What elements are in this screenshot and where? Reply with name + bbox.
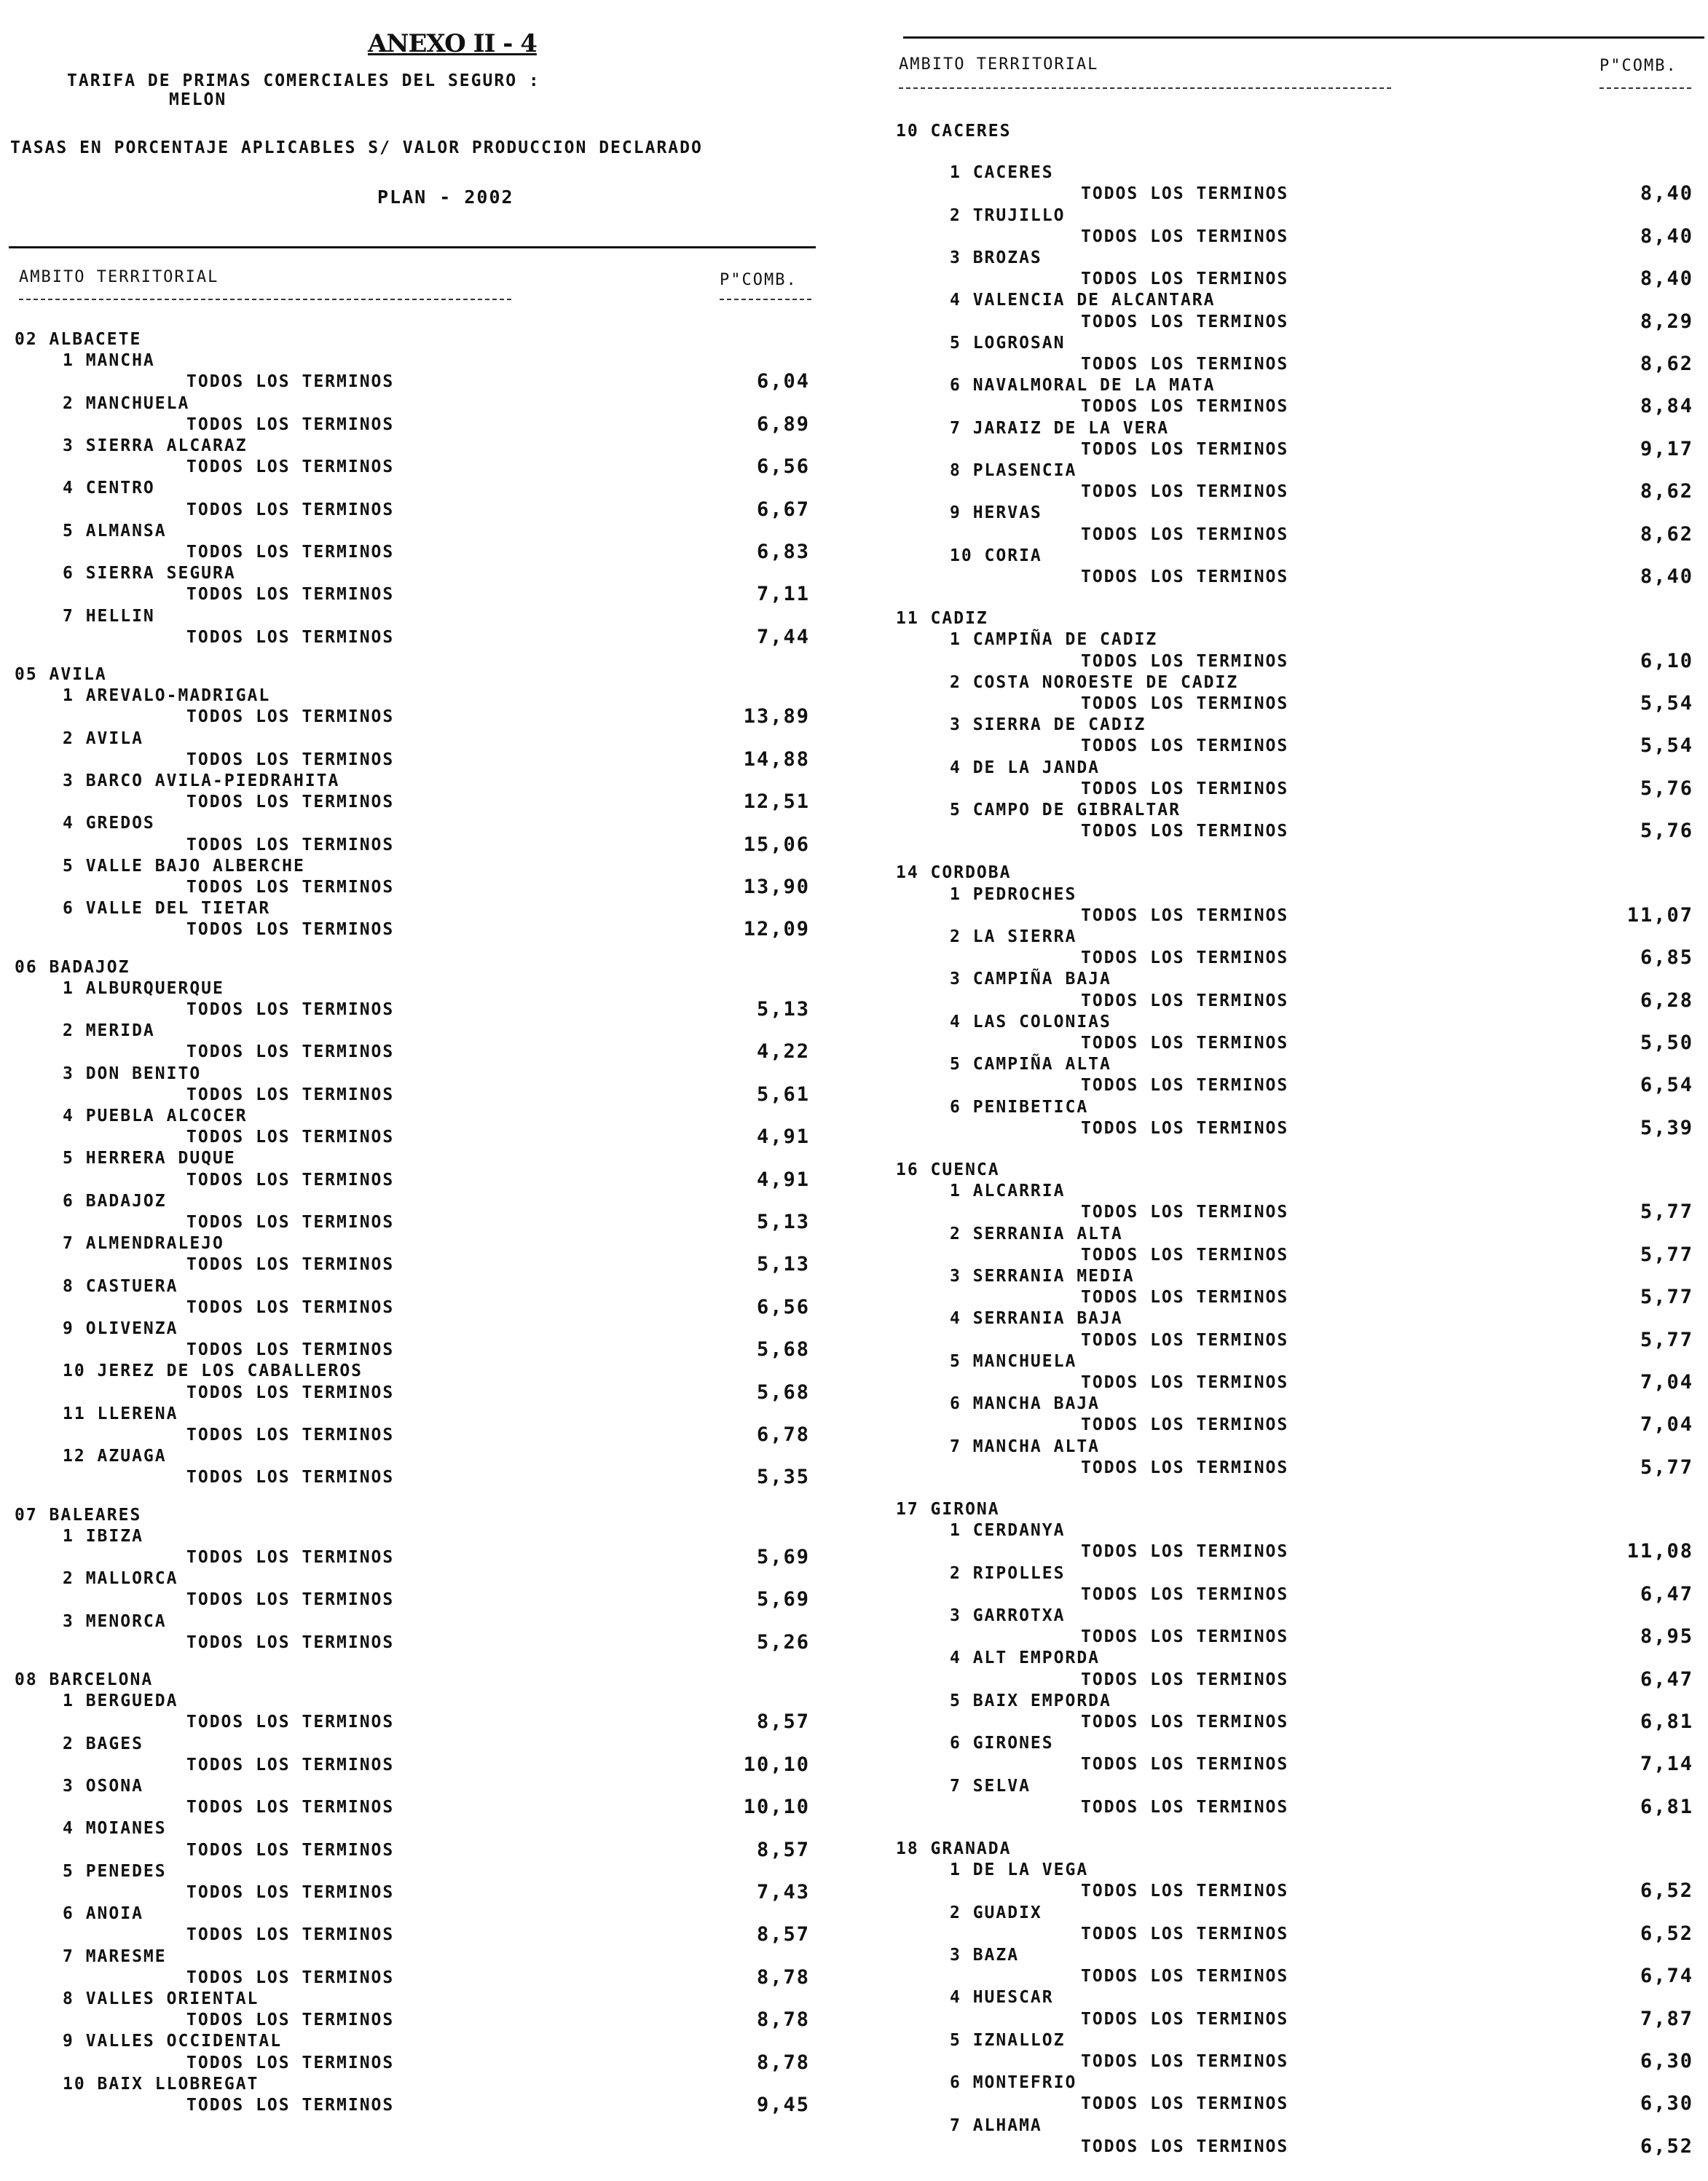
terms-label: TODOS LOS TERMINOS bbox=[186, 2053, 395, 2072]
rate-value: 6,54 bbox=[1640, 1074, 1693, 1097]
terms-label: TODOS LOS TERMINOS bbox=[186, 585, 395, 605]
rate-value: 6,52 bbox=[1640, 2134, 1693, 2158]
rate-value: 10,10 bbox=[743, 1753, 810, 1776]
comarca-label: 2 RIPOLLES bbox=[950, 1563, 1066, 1583]
rate-value: 8,78 bbox=[756, 2008, 810, 2032]
comarca-label: 1 PEDROCHES bbox=[950, 884, 1077, 904]
rate-value: 6,78 bbox=[756, 1423, 810, 1446]
rate-value: 11,07 bbox=[1626, 903, 1693, 927]
terms-label: TODOS LOS TERMINOS bbox=[186, 1632, 395, 1652]
rate-value: 6,67 bbox=[756, 498, 810, 521]
terms-label: TODOS LOS TERMINOS bbox=[186, 1213, 395, 1232]
terms-label: TODOS LOS TERMINOS bbox=[1081, 355, 1289, 374]
province-heading: 14 CORDOBA bbox=[896, 863, 1012, 883]
col-head-pcomb: P"COMB. bbox=[720, 271, 798, 289]
terms-label: TODOS LOS TERMINOS bbox=[1081, 2052, 1289, 2071]
terms-label: TODOS LOS TERMINOS bbox=[1081, 905, 1289, 925]
rate-value: 5,77 bbox=[1640, 1243, 1693, 1266]
rate-value: 8,40 bbox=[1640, 267, 1693, 291]
comarca-label: 9 VALLES OCCIDENTAL bbox=[63, 2032, 283, 2051]
terms-label: TODOS LOS TERMINOS bbox=[186, 1883, 395, 1902]
comarca-label: 2 AVILA bbox=[63, 728, 143, 748]
col-head-ambito: AMBITO TERRITORIAL bbox=[19, 268, 219, 286]
terms-label: TODOS LOS TERMINOS bbox=[186, 2011, 395, 2030]
comarca-label: 4 PUEBLA ALCOCER bbox=[63, 1107, 248, 1125]
terms-label: TODOS LOS TERMINOS bbox=[186, 1548, 395, 1567]
terms-label: TODOS LOS TERMINOS bbox=[1081, 1330, 1289, 1350]
comarca-label: 4 MOIANES bbox=[63, 1819, 167, 1839]
rate-value: 6,04 bbox=[756, 370, 810, 393]
comarca-label: 4 LAS COLONIAS bbox=[950, 1012, 1111, 1031]
terms-label: TODOS LOS TERMINOS bbox=[186, 1042, 395, 1062]
comarca-label: 5 LOGROSAN bbox=[950, 333, 1066, 353]
rate-value: 5,13 bbox=[756, 998, 810, 1021]
terms-label: TODOS LOS TERMINOS bbox=[1081, 227, 1289, 246]
rate-value: 4,91 bbox=[756, 1125, 810, 1149]
terms-label: TODOS LOS TERMINOS bbox=[186, 1468, 395, 1488]
comarca-label: 3 SIERRA DE CADIZ bbox=[950, 715, 1146, 735]
province-heading: 10 CACERES bbox=[896, 122, 1012, 141]
comarca-label: 10 BAIX LLOBREGAT bbox=[63, 2074, 259, 2094]
comarca-label: 5 VALLE BAJO ALBERCHE bbox=[63, 856, 305, 876]
terms-label: TODOS LOS TERMINOS bbox=[1081, 822, 1289, 841]
rate-value: 6,52 bbox=[1640, 1922, 1693, 1945]
rate-value: 10,10 bbox=[743, 1796, 810, 1819]
rate-value: 4,22 bbox=[756, 1040, 810, 1064]
terms-label: TODOS LOS TERMINOS bbox=[1081, 1924, 1289, 1944]
crop-name: MELON bbox=[169, 90, 227, 109]
terms-label: TODOS LOS TERMINOS bbox=[186, 372, 395, 392]
rate-value: 5,77 bbox=[1640, 1286, 1693, 1309]
rate-value: 6,81 bbox=[1640, 1795, 1693, 1818]
rate-value: 6,47 bbox=[1640, 1667, 1693, 1691]
rate-value: 7,43 bbox=[756, 1881, 810, 1903]
comarca-label: 6 BADAJOZ bbox=[63, 1191, 167, 1211]
terms-label: TODOS LOS TERMINOS bbox=[1081, 1755, 1289, 1775]
comarca-label: 10 JEREZ DE LOS CABALLEROS bbox=[63, 1361, 363, 1381]
comarca-label: 3 BAZA bbox=[950, 1946, 1020, 1965]
terms-label: TODOS LOS TERMINOS bbox=[186, 920, 395, 940]
rate-value: 5,54 bbox=[1640, 734, 1693, 758]
terms-label: TODOS LOS TERMINOS bbox=[1081, 270, 1289, 289]
comarca-label: 6 PENIBETICA bbox=[950, 1097, 1089, 1117]
comarca-label: 5 BAIX EMPORDA bbox=[950, 1691, 1111, 1710]
rate-value: 8,78 bbox=[756, 1965, 810, 1989]
rate-value: 5,54 bbox=[1640, 692, 1693, 715]
comarca-label: 3 SIERRA ALCARAZ bbox=[63, 436, 248, 455]
comarca-label: 3 SERRANIA MEDIA bbox=[950, 1267, 1135, 1286]
rate-value: 6,47 bbox=[1640, 1582, 1693, 1606]
comarca-label: 4 CENTRO bbox=[63, 479, 155, 498]
terms-label: TODOS LOS TERMINOS bbox=[186, 500, 395, 519]
rate-value: 5,39 bbox=[1640, 1116, 1693, 1139]
comarca-label: 9 HERVAS bbox=[950, 503, 1042, 523]
terms-label: TODOS LOS TERMINOS bbox=[186, 2096, 395, 2115]
terms-label: TODOS LOS TERMINOS bbox=[186, 835, 395, 854]
terms-label: TODOS LOS TERMINOS bbox=[186, 1968, 395, 1987]
comarca-label: 5 ALMANSA bbox=[63, 521, 167, 541]
rate-value: 7,87 bbox=[1640, 2007, 1693, 2030]
comarca-label: 6 MONTEFRIO bbox=[950, 2073, 1077, 2093]
rate-value: 5,76 bbox=[1640, 820, 1693, 843]
terms-label: TODOS LOS TERMINOS bbox=[1081, 439, 1289, 459]
comarca-label: 6 ANOIA bbox=[63, 1904, 143, 1924]
rate-value: 6,56 bbox=[756, 1295, 810, 1319]
terms-label: TODOS LOS TERMINOS bbox=[186, 1590, 395, 1610]
terms-label: TODOS LOS TERMINOS bbox=[1081, 1584, 1289, 1604]
rate-value: 11,08 bbox=[1626, 1540, 1693, 1563]
terms-label: TODOS LOS TERMINOS bbox=[186, 1755, 395, 1775]
rate-value: 6,30 bbox=[1640, 2050, 1693, 2072]
province-heading: 08 BARCELONA bbox=[15, 1670, 154, 1689]
comarca-label: 8 PLASENCIA bbox=[950, 461, 1077, 480]
terms-label: TODOS LOS TERMINOS bbox=[1081, 1458, 1289, 1477]
col-head-pcomb-underline-right bbox=[1599, 87, 1691, 89]
comarca-label: 7 HELLIN bbox=[63, 606, 155, 626]
comarca-label: 5 IZNALLOZ bbox=[950, 2030, 1066, 2050]
province-heading: 06 BADAJOZ bbox=[15, 957, 130, 977]
rate-value: 12,51 bbox=[743, 790, 810, 814]
terms-label: TODOS LOS TERMINOS bbox=[1081, 1118, 1289, 1138]
rate-value: 7,14 bbox=[1640, 1753, 1693, 1776]
rate-value: 8,78 bbox=[756, 2051, 810, 2074]
rate-value: 5,69 bbox=[756, 1588, 810, 1611]
rate-value: 5,13 bbox=[756, 1211, 810, 1233]
rate-value: 5,26 bbox=[756, 1630, 810, 1654]
rate-value: 14,88 bbox=[743, 747, 810, 771]
terms-label: TODOS LOS TERMINOS bbox=[1081, 2009, 1289, 2029]
comarca-label: 2 COSTA NOROESTE DE CADIZ bbox=[950, 672, 1239, 692]
terms-label: TODOS LOS TERMINOS bbox=[186, 750, 395, 769]
comarca-label: 3 OSONA bbox=[63, 1777, 143, 1796]
terms-label: TODOS LOS TERMINOS bbox=[186, 793, 395, 812]
terms-label: TODOS LOS TERMINOS bbox=[1081, 1034, 1289, 1053]
rate-value: 8,84 bbox=[1640, 395, 1693, 418]
terms-label: TODOS LOS TERMINOS bbox=[186, 1383, 395, 1402]
comarca-label: 3 CAMPIÑA BAJA bbox=[950, 970, 1111, 989]
rate-value: 5,13 bbox=[756, 1253, 810, 1276]
comarca-label: 6 NAVALMORAL DE LA MATA bbox=[950, 376, 1216, 396]
terms-label: TODOS LOS TERMINOS bbox=[186, 627, 395, 647]
terms-label: TODOS LOS TERMINOS bbox=[1081, 1670, 1289, 1689]
comarca-label: 1 CAMPIÑA DE CADIZ bbox=[950, 630, 1158, 650]
rate-value: 6,89 bbox=[756, 412, 810, 436]
terms-label: TODOS LOS TERMINOS bbox=[1081, 779, 1289, 798]
comarca-label: 1 BERGUEDA bbox=[63, 1691, 178, 1711]
terms-label: TODOS LOS TERMINOS bbox=[186, 1713, 395, 1732]
comarca-label: 1 CERDANYA bbox=[950, 1521, 1066, 1541]
col-head-pcomb-right: P"COMB. bbox=[1599, 57, 1677, 75]
comarca-label: 4 DE LA JANDA bbox=[950, 758, 1101, 777]
terms-label: TODOS LOS TERMINOS bbox=[1081, 948, 1289, 968]
rate-value: 6,30 bbox=[1640, 2092, 1693, 2115]
comarca-label: 7 ALMENDRALEJO bbox=[63, 1234, 224, 1254]
terms-label: TODOS LOS TERMINOS bbox=[1081, 1713, 1289, 1732]
rate-value: 7,44 bbox=[756, 625, 810, 648]
comarca-label: 5 CAMPIÑA ALTA bbox=[950, 1055, 1111, 1074]
comarca-label: 4 GREDOS bbox=[63, 814, 155, 833]
terms-label: TODOS LOS TERMINOS bbox=[186, 1297, 395, 1317]
comarca-label: 7 MARESME bbox=[63, 1946, 167, 1966]
rate-value: 8,95 bbox=[1640, 1625, 1693, 1648]
comarca-label: 5 PENEDES bbox=[63, 1861, 167, 1881]
terms-label: TODOS LOS TERMINOS bbox=[186, 414, 395, 434]
province-heading: 02 ALBACETE bbox=[15, 330, 142, 349]
rate-value: 6,83 bbox=[756, 541, 810, 563]
header-rule bbox=[9, 246, 816, 248]
comarca-label: 6 SIERRA SEGURA bbox=[63, 564, 236, 583]
terms-label: TODOS LOS TERMINOS bbox=[1081, 1203, 1289, 1222]
terms-label: TODOS LOS TERMINOS bbox=[1081, 2137, 1289, 2156]
terms-label: TODOS LOS TERMINOS bbox=[186, 1840, 395, 1860]
comarca-label: 5 MANCHUELA bbox=[950, 1351, 1077, 1371]
terms-label: TODOS LOS TERMINOS bbox=[186, 1255, 395, 1275]
plan-label: PLAN - 2002 bbox=[377, 186, 514, 208]
terms-label: TODOS LOS TERMINOS bbox=[1081, 991, 1289, 1010]
comarca-label: 1 AREVALO-MADRIGAL bbox=[63, 686, 271, 706]
comarca-label: 7 MANCHA ALTA bbox=[950, 1437, 1101, 1456]
comarca-label: 7 ALHAMA bbox=[950, 2115, 1042, 2135]
comarca-label: 2 BAGES bbox=[63, 1734, 143, 1753]
terms-label: TODOS LOS TERMINOS bbox=[1081, 312, 1289, 331]
terms-label: TODOS LOS TERMINOS bbox=[186, 1128, 395, 1147]
rate-value: 9,45 bbox=[756, 2094, 810, 2116]
province-heading: 18 GRANADA bbox=[896, 1839, 1012, 1858]
comarca-label: 5 HERRERA DUQUE bbox=[63, 1149, 236, 1168]
province-heading: 17 GIRONA bbox=[896, 1500, 1000, 1519]
rate-value: 7,11 bbox=[756, 583, 810, 606]
comarca-label: 4 VALENCIA DE ALCANTARA bbox=[950, 291, 1216, 310]
rate-value: 5,50 bbox=[1640, 1031, 1693, 1054]
rate-value: 5,77 bbox=[1640, 1200, 1693, 1224]
rates-subtitle: TASAS EN PORCENTAJE APLICABLES S/ VALOR PRODUCCION DECLARADO bbox=[10, 138, 703, 157]
province-heading: 16 CUENCA bbox=[896, 1160, 1000, 1179]
province-heading: 05 AVILA bbox=[15, 665, 107, 684]
terms-label: TODOS LOS TERMINOS bbox=[186, 457, 395, 477]
comarca-label: 11 LLERENA bbox=[63, 1404, 178, 1423]
terms-label: TODOS LOS TERMINOS bbox=[1081, 694, 1289, 713]
rate-value: 9,17 bbox=[1640, 437, 1693, 460]
terms-label: TODOS LOS TERMINOS bbox=[1081, 567, 1289, 586]
rate-value: 7,04 bbox=[1640, 1413, 1693, 1437]
rate-value: 15,06 bbox=[743, 833, 810, 856]
rate-value: 5,77 bbox=[1640, 1328, 1693, 1351]
col-head-underline bbox=[19, 299, 511, 300]
comarca-label: 1 IBIZA bbox=[63, 1526, 143, 1546]
comarca-label: 2 MANCHUELA bbox=[63, 393, 190, 413]
rate-value: 13,90 bbox=[743, 876, 810, 898]
top-rule bbox=[903, 36, 1704, 39]
rate-value: 5,69 bbox=[756, 1546, 810, 1568]
terms-label: TODOS LOS TERMINOS bbox=[186, 1798, 395, 1818]
comarca-label: 3 MENORCA bbox=[63, 1611, 167, 1631]
comarca-label: 5 CAMPO DE GIBRALTAR bbox=[950, 801, 1181, 820]
terms-label: TODOS LOS TERMINOS bbox=[186, 1085, 395, 1104]
terms-label: TODOS LOS TERMINOS bbox=[186, 1000, 395, 1019]
province-heading: 11 CADIZ bbox=[896, 609, 988, 629]
comarca-label: 8 CASTUERA bbox=[63, 1276, 178, 1296]
comarca-label: 1 DE LA VEGA bbox=[950, 1860, 1089, 1880]
terms-label: TODOS LOS TERMINOS bbox=[186, 707, 395, 727]
terms-label: TODOS LOS TERMINOS bbox=[1081, 1076, 1289, 1096]
rate-value: 12,09 bbox=[743, 918, 810, 941]
rate-value: 6,56 bbox=[756, 455, 810, 479]
rate-value: 6,81 bbox=[1640, 1710, 1693, 1733]
terms-label: TODOS LOS TERMINOS bbox=[186, 1170, 395, 1190]
rate-value: 8,62 bbox=[1640, 480, 1693, 503]
comarca-label: 2 SERRANIA ALTA bbox=[950, 1224, 1123, 1243]
comarca-label: 3 BARCO AVILA-PIEDRAHITA bbox=[63, 771, 340, 790]
rate-value: 8,40 bbox=[1640, 224, 1693, 248]
terms-label: TODOS LOS TERMINOS bbox=[1081, 1967, 1289, 1987]
province-heading: 07 BALEARES bbox=[15, 1505, 142, 1525]
rate-value: 6,85 bbox=[1640, 946, 1693, 970]
comarca-label: 4 HUESCAR bbox=[950, 1988, 1054, 2008]
terms-label: TODOS LOS TERMINOS bbox=[1081, 651, 1289, 671]
rate-value: 5,76 bbox=[1640, 777, 1693, 800]
rate-value: 8,57 bbox=[756, 1710, 810, 1734]
rate-value: 7,04 bbox=[1640, 1371, 1693, 1394]
rate-value: 5,35 bbox=[756, 1466, 810, 1489]
terms-label: TODOS LOS TERMINOS bbox=[1081, 1245, 1289, 1265]
rate-value: 8,40 bbox=[1640, 565, 1693, 588]
comarca-label: 9 OLIVENZA bbox=[63, 1319, 178, 1338]
comarca-label: 2 GUADIX bbox=[950, 1903, 1042, 1922]
comarca-label: 10 CORIA bbox=[950, 546, 1042, 565]
rate-value: 8,62 bbox=[1640, 353, 1693, 375]
col-head-ambito-right: AMBITO TERRITORIAL bbox=[899, 55, 1099, 74]
rate-value: 6,28 bbox=[1640, 989, 1693, 1012]
rate-value: 8,57 bbox=[756, 1838, 810, 1861]
terms-label: TODOS LOS TERMINOS bbox=[1081, 397, 1289, 417]
comarca-label: 2 MERIDA bbox=[63, 1021, 155, 1041]
terms-label: TODOS LOS TERMINOS bbox=[1081, 736, 1289, 756]
comarca-label: 4 ALT EMPORDA bbox=[950, 1648, 1101, 1668]
rate-value: 4,91 bbox=[756, 1168, 810, 1191]
comarca-label: 1 CACERES bbox=[950, 163, 1054, 183]
rate-value: 8,29 bbox=[1640, 310, 1693, 333]
col-head-underline-right bbox=[899, 87, 1391, 89]
comarca-label: 1 ALCARRIA bbox=[950, 1182, 1066, 1201]
comarca-label: 6 GIRONES bbox=[950, 1734, 1054, 1753]
rate-value: 8,62 bbox=[1640, 522, 1693, 546]
col-head-pcomb-underline bbox=[720, 299, 811, 300]
terms-label: TODOS LOS TERMINOS bbox=[1081, 1373, 1289, 1392]
terms-label: TODOS LOS TERMINOS bbox=[186, 543, 395, 562]
terms-label: TODOS LOS TERMINOS bbox=[186, 878, 395, 897]
comarca-label: 4 SERRANIA BAJA bbox=[950, 1309, 1123, 1329]
terms-label: TODOS LOS TERMINOS bbox=[1081, 524, 1289, 544]
comarca-label: 7 SELVA bbox=[950, 1776, 1031, 1796]
rate-value: 6,74 bbox=[1640, 1965, 1693, 1988]
terms-label: TODOS LOS TERMINOS bbox=[1081, 1627, 1289, 1647]
terms-label: TODOS LOS TERMINOS bbox=[186, 1426, 395, 1445]
terms-label: TODOS LOS TERMINOS bbox=[1081, 184, 1289, 204]
rate-value: 13,89 bbox=[743, 705, 810, 728]
comarca-label: 1 MANCHA bbox=[63, 351, 155, 371]
rate-value: 5,68 bbox=[756, 1380, 810, 1404]
terms-label: TODOS LOS TERMINOS bbox=[1081, 482, 1289, 502]
rate-value: 5,77 bbox=[1640, 1455, 1693, 1479]
comarca-label: 8 VALLES ORIENTAL bbox=[63, 1989, 259, 2008]
terms-label: TODOS LOS TERMINOS bbox=[1081, 2094, 1289, 2114]
rate-value: 6,10 bbox=[1640, 649, 1693, 672]
comarca-label: 3 GARROTXA bbox=[950, 1606, 1066, 1625]
annex-title: ANEXO II - 4 bbox=[368, 29, 537, 58]
comarca-label: 6 VALLE DEL TIETAR bbox=[63, 899, 271, 919]
comarca-label: 2 LA SIERRA bbox=[950, 927, 1077, 946]
terms-label: TODOS LOS TERMINOS bbox=[186, 1340, 395, 1360]
rate-value: 6,52 bbox=[1640, 1879, 1693, 1903]
terms-label: TODOS LOS TERMINOS bbox=[1081, 1415, 1289, 1435]
terms-label: TODOS LOS TERMINOS bbox=[1081, 1288, 1289, 1308]
comarca-label: 2 MALLORCA bbox=[63, 1569, 178, 1589]
comarca-label: 6 MANCHA BAJA bbox=[950, 1394, 1101, 1414]
rate-value: 8,57 bbox=[756, 1923, 810, 1946]
terms-label: TODOS LOS TERMINOS bbox=[1081, 1542, 1289, 1562]
rate-value: 5,68 bbox=[756, 1338, 810, 1361]
comarca-label: 3 DON BENITO bbox=[63, 1064, 202, 1083]
tariff-title: TARIFA DE PRIMAS COMERCIALES DEL SEGURO : bbox=[67, 71, 540, 90]
comarca-label: 3 BROZAS bbox=[950, 248, 1042, 267]
terms-label: TODOS LOS TERMINOS bbox=[1081, 1882, 1289, 1901]
comarca-label: 7 JARAIZ DE LA VERA bbox=[950, 418, 1170, 438]
comarca-label: 12 AZUAGA bbox=[63, 1447, 167, 1466]
comarca-label: 2 TRUJILLO bbox=[950, 205, 1066, 225]
rate-value: 5,61 bbox=[756, 1082, 810, 1106]
comarca-label: 1 ALBURQUERQUE bbox=[63, 978, 224, 998]
terms-label: TODOS LOS TERMINOS bbox=[1081, 1797, 1289, 1817]
terms-label: TODOS LOS TERMINOS bbox=[186, 1925, 395, 1945]
rate-value: 8,40 bbox=[1640, 182, 1693, 205]
